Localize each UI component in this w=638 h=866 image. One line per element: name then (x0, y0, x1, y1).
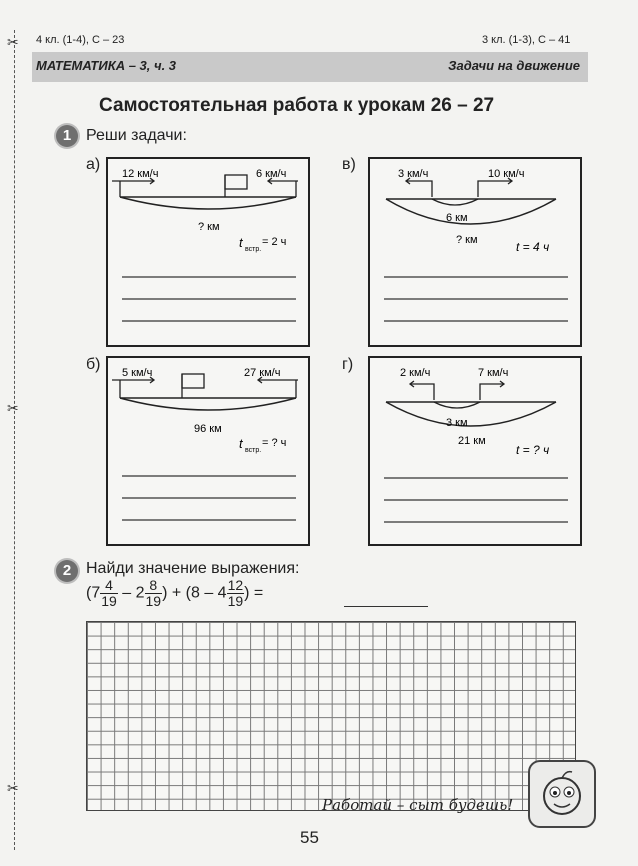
header-left-code: 4 кл. (1-4), С – 23 (36, 34, 125, 46)
task-number-badge: 2 (56, 560, 78, 582)
expr-part: – 2 (117, 584, 145, 602)
task1-instruction: Реши задачи: (86, 127, 187, 144)
problem-b-box (106, 356, 310, 546)
problem-v-diagram (370, 159, 580, 345)
topic-title: Задачи на движение (448, 58, 580, 73)
speed-right-label: 7 км/ч (478, 367, 509, 379)
cut-line (14, 30, 15, 850)
speed-right-label: 27 км/ч (244, 367, 281, 379)
expr-part: (7 (86, 584, 101, 602)
header-right-code: 3 кл. (1-3), С – 41 (482, 34, 571, 46)
problem-a-box (106, 157, 310, 347)
distance-label: ? км (198, 221, 220, 233)
problem-g-diagram (370, 358, 580, 544)
problem-b-label: б) (86, 356, 101, 373)
fraction: $\frac{8}{19}$ (145, 577, 162, 609)
scissors-icon: ✂ (7, 400, 19, 416)
distance-label: 96 км (194, 423, 222, 435)
gap-label: 6 км (446, 212, 468, 224)
subject-title: МАТЕМАТИКА – 3, ч. 3 (36, 58, 177, 73)
time-sub: встр. (245, 246, 262, 253)
scissors-icon: ✂ (7, 780, 19, 796)
speed-left-label: 5 км/ч (122, 367, 153, 379)
speed-right-label: 6 км/ч (256, 168, 287, 180)
subject-banner (32, 52, 588, 82)
fraction: $\frac{12}{19}$ (227, 577, 244, 609)
time-value: = ? ч (262, 437, 287, 449)
page-number: 55 (300, 828, 319, 847)
time-label: t = 4 ч (516, 240, 550, 254)
distance-label: 21 км (458, 435, 486, 447)
expr-part: ) + (8 – 4 (162, 584, 227, 602)
time-var: t (239, 436, 243, 451)
task-number-badge: 1 (56, 125, 78, 147)
answer-line[interactable] (344, 606, 428, 607)
fraction: $\frac{4}{19}$ (101, 577, 117, 609)
mascot-icon (528, 760, 596, 828)
problem-v-box (368, 157, 582, 347)
time-label: t = ? ч (516, 443, 550, 457)
speed-left-label: 2 км/ч (400, 367, 431, 379)
problem-a-label: а) (86, 156, 101, 173)
footer-slogan: Работай – сыт будешь! (322, 796, 514, 814)
page-title: Самостоятельная работа к урокам 26 – 27 (99, 95, 495, 116)
problem-g-label: г) (342, 356, 354, 373)
expr-part: ) = (244, 584, 264, 602)
problem-v-label: в) (342, 156, 356, 173)
speed-right-label: 10 км/ч (488, 168, 525, 180)
time-var: t (239, 235, 243, 250)
problem-g-box (368, 356, 582, 546)
speed-left-label: 3 км/ч (398, 168, 429, 180)
problem-b-diagram (108, 358, 308, 544)
speed-left-label: 12 км/ч (122, 168, 159, 180)
task2-instruction: Найди значение выражения: (86, 560, 300, 577)
time-value: = 2 ч (262, 236, 287, 248)
time-sub: встр. (245, 447, 262, 454)
distance-label: ? км (456, 234, 478, 246)
scissors-icon: ✂ (7, 34, 19, 50)
gap-label: 3 км (446, 417, 468, 429)
expression (86, 578, 263, 618)
problem-a-diagram (108, 159, 308, 345)
work-grid[interactable] (86, 621, 576, 811)
